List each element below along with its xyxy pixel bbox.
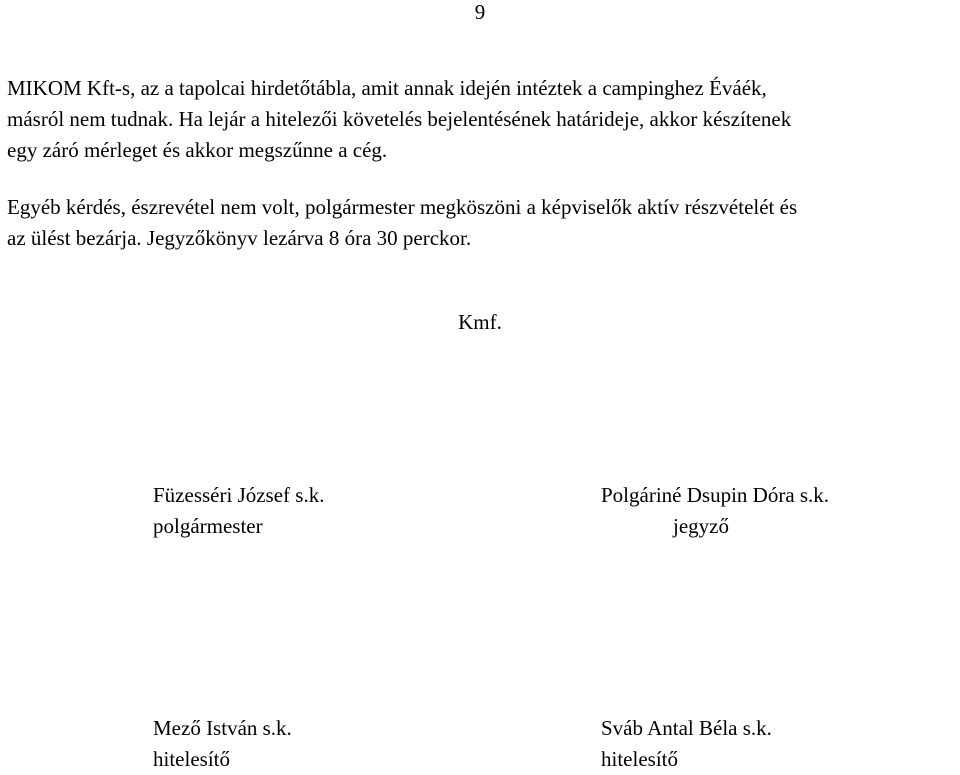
signature-title: hitelesítő — [601, 747, 678, 771]
signature-mayor — [153, 480, 324, 542]
signature-name: Füzesséri József s.k. — [153, 483, 325, 507]
paragraph-line: MIKOM Kft-s, az a tapolcai hirdetőtábla, amit annak idején intéztek a campinghez Éváék, — [7, 76, 767, 100]
paragraph-campsite-billboard — [7, 73, 957, 166]
page-number: 9 — [474, 0, 486, 24]
paragraph-meeting-closure — [7, 192, 957, 254]
signature-notary — [601, 480, 829, 542]
paragraph-line: egy záró mérleget és akkor megszűnne a cég. — [7, 138, 388, 162]
paragraph-line: Egyéb kérdés, észrevétel nem volt, polgármester megköszöni a képviselők aktív részvételét és — [7, 195, 798, 219]
signature-title: polgármester — [153, 514, 263, 538]
paragraph-line: az ülést bezárja. Jegyzőkönyv lezárva 8 óra 30 perckor. — [7, 226, 472, 250]
signature-name: Mező István s.k. — [153, 716, 292, 740]
closing-kmf: Kmf. — [458, 310, 502, 334]
signature-title: jegyző — [673, 514, 729, 538]
signature-name: Sváb Antal Béla s.k. — [601, 716, 772, 740]
signature-name: Polgáriné Dsupin Dóra s.k. — [601, 483, 830, 507]
paragraph-line: másról nem tudnak. Ha lejár a hitelezői követelés bejelentésének határideje, akkor készítenek — [7, 107, 792, 131]
signature-title: hitelesítő — [153, 747, 230, 771]
